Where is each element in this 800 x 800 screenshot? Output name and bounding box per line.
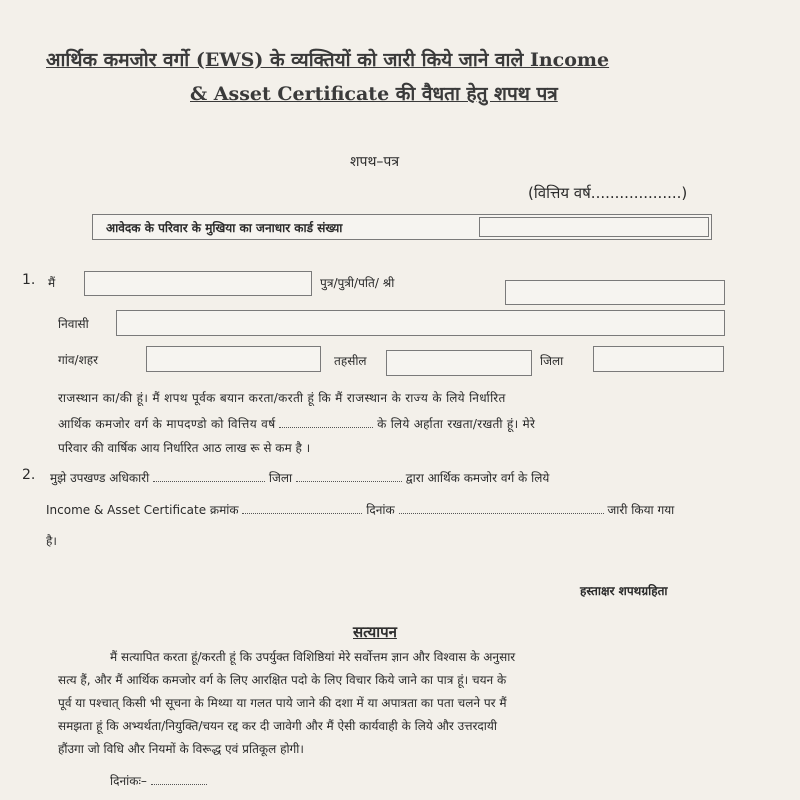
section2-line3: है। — [46, 534, 57, 548]
verification-line4: समझता हूं कि अभ्यर्थता/नियुक्ति/चयन रद्द कर दी जावेगी और मैं ऐसी कार्यवाही के लिये और उत्तरदायी — [58, 719, 497, 733]
applicant-name-field[interactable] — [84, 271, 312, 296]
financial-year-blank[interactable] — [279, 427, 373, 428]
verification-line1: मैं सत्यापित करता हूं/करती हूं कि उपर्युक्त विशिष्ठियां मेरे सर्वोत्तम ज्ञान और विश्वास के अनुसार — [110, 650, 516, 664]
section2-line1c: द्वारा आर्थिक कमजोर वर्ग के लिये — [405, 471, 550, 485]
district-label: जिला — [540, 354, 564, 368]
section2-line1a: मुझे उपखण्ड अधिकारी — [50, 471, 150, 485]
section1-para-line2b: के लिये अर्हाता रखता/रखती हूं। मेरे — [377, 417, 536, 431]
section2-line2a: Income & Asset Certificate क्रमांक — [46, 503, 239, 517]
section2-number: 2. — [22, 467, 36, 483]
janaadhar-label: आवेदक के परिवार के मुखिया का जनाधार कार्ड संख्या — [106, 221, 343, 235]
tehsil-label: तहसील — [334, 354, 367, 368]
verification-heading: सत्यापन — [353, 623, 397, 641]
section2-line1 — [50, 469, 549, 486]
relation-name-field[interactable] — [505, 280, 725, 305]
section1-para-line2a: आर्थिक कमजोर वर्ग के मापदण्डो को वित्तिय वर्ष — [58, 417, 276, 431]
verification-date-blank[interactable] — [151, 784, 207, 785]
relation-label: पुत्र/पुत्री/पति/ श्री — [320, 276, 395, 290]
section2-line1b: जिला — [268, 471, 293, 485]
section1-para-line2 — [58, 415, 535, 432]
verification-date — [110, 772, 207, 789]
subdivision-officer-blank[interactable] — [153, 481, 265, 482]
tehsil-field[interactable] — [386, 350, 532, 376]
section2-line2b: दिनांक — [366, 503, 395, 517]
village-field[interactable] — [146, 346, 321, 372]
document-title-line1: आर्थिक कमजोर वर्गो (EWS) के व्यक्तियों को जारी किये जाने वाले Income — [46, 49, 610, 71]
section1-para-line1: राजस्थान का/की हूं। मैं शपथ पूर्वक बयान करता/करती हूं कि मैं राजस्थान के राज्य के लिये निर्धारित — [58, 391, 506, 405]
resident-address-field[interactable] — [116, 310, 725, 336]
affidavit-heading: शपथ–पत्र — [350, 154, 400, 170]
verification-line5: हौंउगा जो विधि और नियमों के विरूद्ध एवं प्रतिकूल होगी। — [58, 742, 304, 756]
signature-label: हस्ताक्षर शपथग्रहिता — [580, 584, 668, 598]
i-label: मैं — [48, 276, 56, 290]
district-blank[interactable] — [296, 481, 402, 482]
verification-line2: सत्य हैं, और मैं आर्थिक कमजोर वर्ग के लिए आरक्षित पदो के लिए विचार किये जाने का पात्र हूं। चयन के — [58, 673, 507, 687]
certificate-number-blank[interactable] — [242, 513, 362, 514]
section1-number: 1. — [22, 272, 36, 288]
financial-year: (वित्तिय वर्ष...................) — [528, 184, 688, 202]
village-label: गांव/शहर — [58, 353, 99, 367]
issue-date-blank[interactable] — [399, 513, 604, 514]
section1-para-line3: परिवार की वार्षिक आय निर्धारित आठ लाख रू से कम है । — [58, 441, 311, 455]
verification-date-label: दिनांकः– — [110, 774, 147, 788]
verification-line3: पूर्व या पश्चात् किसी भी सूचना के मिथ्या या गलत पाये जाने की दशा में या अपात्रता का पता चलने पर मैं — [58, 696, 507, 710]
section2-line2 — [46, 501, 674, 518]
resident-label: निवासी — [58, 317, 89, 331]
section2-line2c: जारी किया गया — [607, 503, 675, 517]
document-title-line2: & Asset Certificate की वैधता हेतु शपथ पत्र — [190, 83, 558, 105]
janaadhar-number-field[interactable] — [479, 217, 709, 237]
district-field[interactable] — [593, 346, 724, 372]
